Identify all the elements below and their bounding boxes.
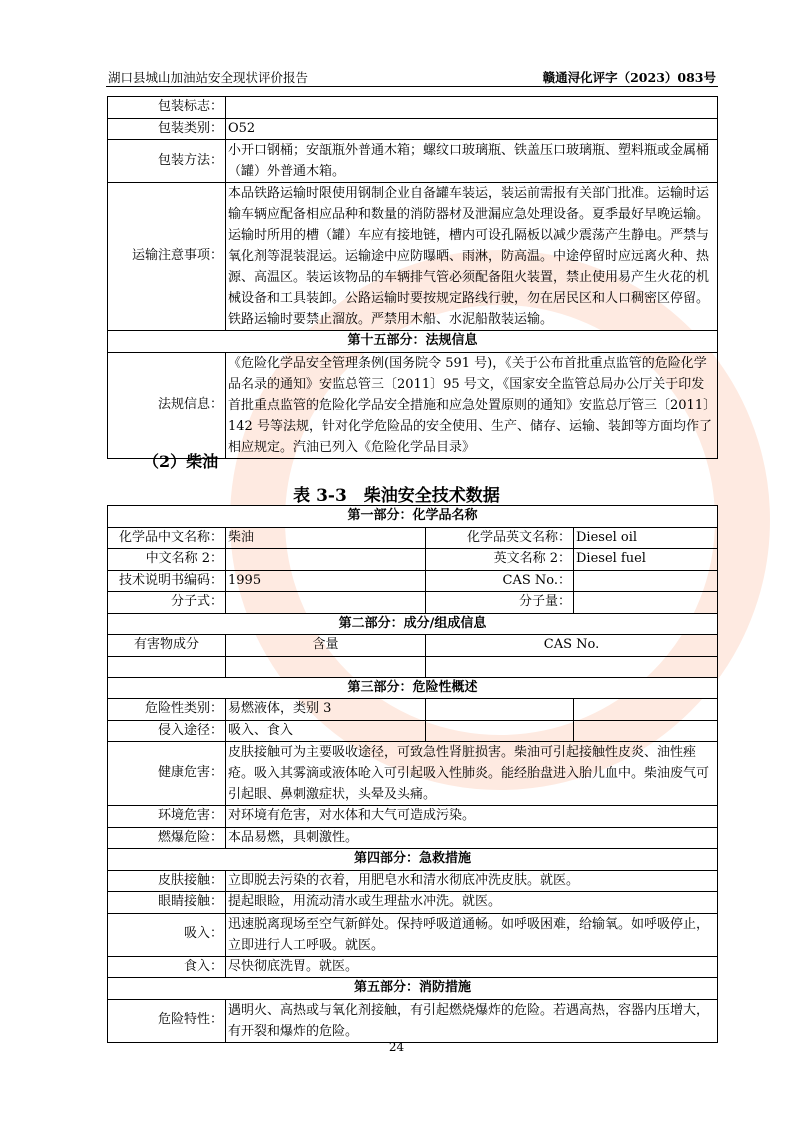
section-row: [108, 506, 718, 528]
pack-mark-label: 包装标志：: [108, 97, 226, 119]
comp-cell: [108, 656, 226, 677]
empty-cell: [574, 699, 718, 721]
fire-label: 燃爆危险：: [108, 827, 226, 849]
eye-value: 提起眼睑，用流动清水或生理盐水冲洗。就医。: [226, 892, 718, 914]
cn-name2-value: [226, 549, 426, 571]
section-row: [108, 849, 718, 871]
table-row: [108, 97, 718, 119]
table-row: [108, 870, 718, 892]
section-row: [108, 331, 718, 353]
cas-value: [574, 570, 718, 592]
table-row: [108, 892, 718, 914]
formula-label: 分子式：: [108, 592, 226, 614]
table-row: [108, 999, 718, 1042]
comp-cell: [426, 656, 718, 677]
en-name2-label: 英文名称 2：: [426, 549, 574, 571]
section-row: [108, 613, 718, 635]
comp-header-3: CAS No.: [426, 635, 718, 657]
header-left: 湖口县城山加油站安全现状评价报告: [108, 70, 309, 85]
section-4-title: 第四部分：急救措施: [108, 849, 718, 871]
inhale-label: 吸入：: [108, 913, 226, 956]
hazard-class-value: 易燃液体，类别 3: [226, 699, 426, 721]
hazard-class-label: 危险性类别：: [108, 699, 226, 721]
section-row: [108, 677, 718, 699]
table-row: [108, 827, 718, 849]
ingest-value: 尽快彻底洗胃。就医。: [226, 956, 718, 978]
ingest-label: 食入：: [108, 956, 226, 978]
empty-cell: [426, 699, 574, 721]
cn-name-label: 化学品中文名称：: [108, 527, 226, 549]
health-value: 皮肤接触可为主要吸收途径，可致急性肾脏损害。柴油可引起接触性皮炎、油性痤疮。吸入其雾滴或液体呛入可引起吸入性肺炎。能经胎盘进入胎儿血中。柴油废气可引起眼、鼻刺激症状，头晕及头痛。: [226, 742, 718, 806]
table-row: [108, 183, 718, 331]
law-label: 法规信息：: [108, 352, 226, 458]
section-row: [108, 978, 718, 1000]
cn-name-value: 柴油: [226, 527, 426, 549]
table-row: [108, 140, 718, 183]
table-row: [108, 913, 718, 956]
danger-value: 遇明火、高热或与氧化剂接触，有引起燃烧爆炸的危险。若遇高热，容器内压增大，有开裂和爆炸的危险。: [226, 999, 718, 1042]
fire-value: 本品易燃，具刺激性。: [226, 827, 718, 849]
pack-method-value: 小开口钢桶；安瓿瓶外普通木箱；螺纹口玻璃瓶、铁盖压口玻璃瓶、塑料瓶或金属桶（罐）外普通木箱。: [226, 140, 718, 183]
pack-mark-value: [226, 97, 718, 119]
page-header: [106, 68, 718, 87]
route-value: 吸入、食入: [226, 720, 426, 742]
comp-cell: [226, 656, 426, 677]
page-number: 24: [388, 1040, 405, 1054]
route-label: 侵入途径：: [108, 720, 226, 742]
comp-header-2: 含量: [226, 635, 426, 657]
comp-header-1: 有害物成分: [108, 635, 226, 657]
danger-label: 危险特性：: [108, 999, 226, 1042]
tech-code-label: 技术说明书编码：: [108, 570, 226, 592]
table-row: [108, 118, 718, 140]
law-value: 《危险化学品安全管理条例(国务院令 591 号)，《关于公布首批重点监管的危险化学品名录的通知》安监总管三〔2011〕95 号文，《国家安全监管总局办公厅关于印发首批重点监管的危险化学品安全措施和应急处置原则的通知》安监总厅管三〔2011〕142 号等法规，针对化学危险品的安全使用、生产、储存、运输、装卸等方面均作了相应规定。汽油已列入《危险化学品目录》: [226, 352, 718, 458]
en-name-value: Diesel oil: [574, 527, 718, 549]
section-3-title: 第三部分：危险性概述: [108, 677, 718, 699]
section-5-title: 第五部分：消防措施: [108, 978, 718, 1000]
section-1-title: 第一部分：化学品名称: [108, 506, 718, 528]
table-row: [108, 527, 718, 549]
mw-value: [574, 592, 718, 614]
diesel-table: [107, 505, 718, 1043]
env-label: 环境危害：: [108, 806, 226, 828]
skin-value: 立即脱去污染的衣着，用肥皂水和清水彻底冲洗皮肤。就医。: [226, 870, 718, 892]
section-heading: （2）柴油: [143, 452, 219, 471]
transport-value: 本品铁路运输时限使用钢制企业自备罐车装运，装运前需报有关部门批准。运输时运输车辆应配备相应品种和数量的消防器材及泄漏应急处理设备。夏季最好早晚运输。运输时所用的槽（罐）车应有接地链，槽内可设孔隔板以减少震荡产生静电。严禁与氧化剂等混装混运。运输途中应防曝晒、雨淋，防高温。中途停留时应远离火种、热源、高温区。装运该物品的车辆排气管必须配备阻火装置，禁止使用易产生火花的机械设备和工具装卸。公路运输时要按规定路线行驶，勿在居民区和人口稠密区停留。铁路运输时要禁止溜放。严禁用木船、水泥船散装运输。: [226, 183, 718, 331]
pack-method-label: 包装方法：: [108, 140, 226, 183]
formula-value: [226, 592, 426, 614]
section-2-title: 第二部分：成分/组成信息: [108, 613, 718, 635]
en-name-label: 化学品英文名称：: [426, 527, 574, 549]
inhale-value: 迅速脱离现场至空气新鲜处。保持呼吸道通畅。如呼吸困难，给输氧。如呼吸停止，立即进行人工呼吸。就医。: [226, 913, 718, 956]
header-right: 赣通浔化评字（2023）083号: [542, 70, 716, 85]
empty-cell: [574, 720, 718, 742]
skin-label: 皮肤接触：: [108, 870, 226, 892]
mw-label: 分子量：: [426, 592, 574, 614]
tech-code-value: 1995: [226, 570, 426, 592]
en-name2-value: Diesel fuel: [574, 549, 718, 571]
table-row: [108, 699, 718, 721]
table-row: [108, 656, 718, 677]
table-row: [108, 549, 718, 571]
table-row: [108, 956, 718, 978]
gasoline-table-continued: [107, 96, 718, 459]
pack-class-value: O52: [226, 118, 718, 140]
health-label: 健康危害：: [108, 742, 226, 806]
cas-label: CAS No.：: [426, 570, 574, 592]
table-row: [108, 720, 718, 742]
table-row: [108, 742, 718, 806]
table-row: [108, 635, 718, 657]
transport-label: 运输注意事项：: [108, 183, 226, 331]
empty-cell: [426, 720, 574, 742]
table-row: [108, 592, 718, 614]
table-row: [108, 570, 718, 592]
section-15-title: 第十五部分：法规信息: [108, 331, 718, 353]
env-value: 对环境有危害，对水体和大气可造成污染。: [226, 806, 718, 828]
eye-label: 眼睛接触：: [108, 892, 226, 914]
table-caption: 表 3-3 柴油安全技术数据: [293, 486, 500, 506]
pack-class-label: 包装类别：: [108, 118, 226, 140]
table-row: [108, 352, 718, 458]
cn-name2-label: 中文名称 2：: [108, 549, 226, 571]
table-row: [108, 806, 718, 828]
